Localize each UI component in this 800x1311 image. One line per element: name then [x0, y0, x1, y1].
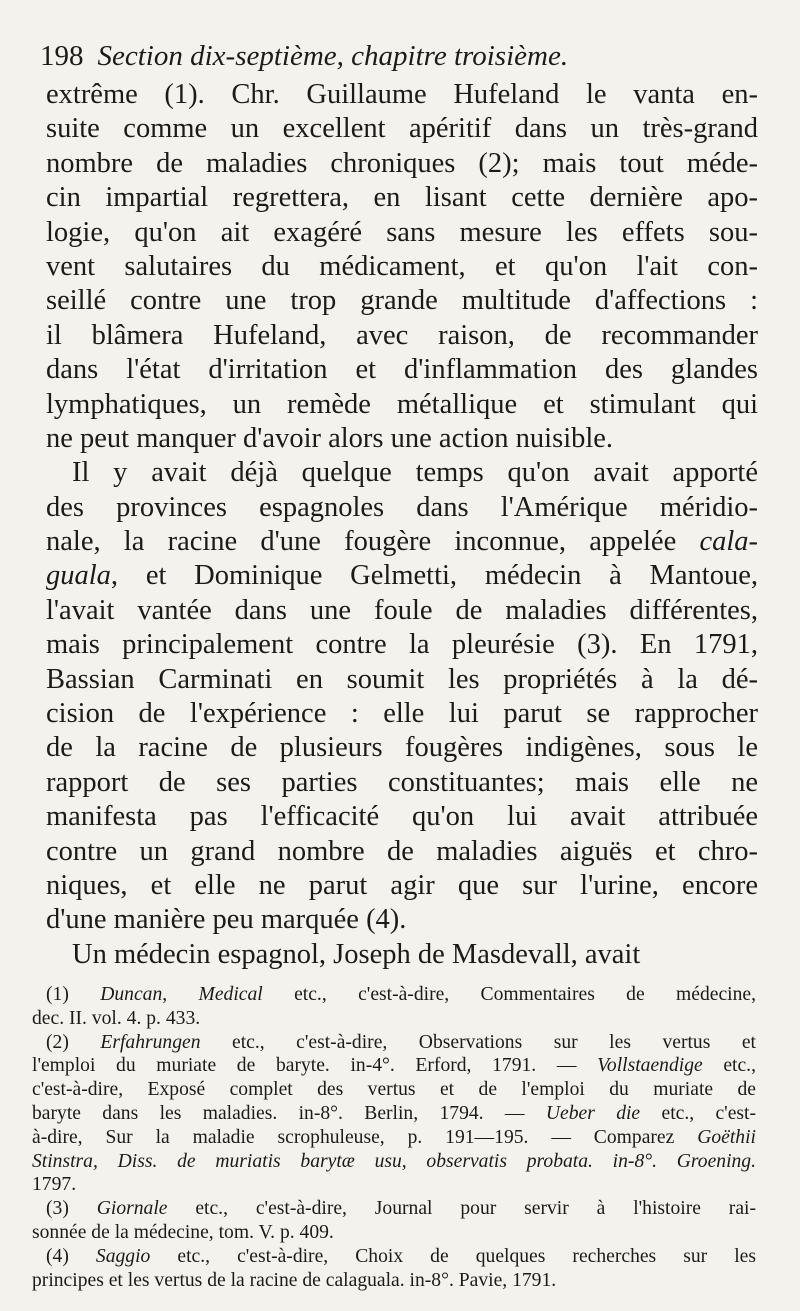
footnote-line: à-dire, Sur la maladie scrophuleuse, p. 191—195. — Comparez Goëthii [32, 1126, 756, 1148]
footnote-line: sonnée de la médecine, tom. V. p. 409. [32, 1221, 334, 1243]
text-line: nombre de maladies chroniques (2); mais tout méde- [46, 147, 758, 179]
text-line: des provinces espagnoles dans l'Amérique méridio- [46, 491, 758, 523]
footnote-line: baryte dans les maladies. in-8°. Berlin, 1794. — Ueber die etc., c'est- [32, 1102, 757, 1124]
italic-citation: Erfahrungen [100, 1031, 201, 1053]
text-line: nale, la racine d'une fougère inconnue, appelée cala- [46, 526, 758, 558]
text-line: Un médecin espagnol, Joseph de Masdevall, avait [72, 938, 641, 970]
text-line: rapport de ses parties constituantes; mais elle ne [46, 766, 758, 798]
text-line: manifesta pas l'efficacité qu'on lui avait attribuée [46, 801, 758, 833]
text-line: cin impartial regrettera, en lisant cette dernière apo- [46, 182, 758, 214]
text-line: contre un grand nombre de maladies aiguës et chro- [46, 835, 758, 867]
text-line: extrême (1). Chr. Guillaume Hufeland le vanta en- [46, 79, 758, 110]
text-line: seillé contre une trop grande multitude d'affections : [46, 285, 758, 317]
text-line: suite comme un excellent apéritif dans un très-grand [46, 113, 758, 145]
text-line: logie, qu'on ait exagéré sans mesure les effets sou- [46, 216, 758, 248]
italic-citation: Medical [198, 984, 263, 1005]
footnote-line: c'est-à-dire, Exposé complet des vertus et de l'emploi du muriate de [32, 1079, 756, 1101]
italic-term: guala [46, 560, 111, 592]
text-line: Bassian Carminati en soumit les propriétés à la dé- [46, 663, 758, 695]
text-line: Il y avait déjà quelque temps qu'on avait apporté [72, 457, 758, 489]
footnote-line: 1797. [32, 1174, 77, 1196]
text-line: dans l'état d'irritation et d'inflammation des glandes [46, 354, 758, 386]
footnote-line: (4) Saggio etc., c'est-à-dire, Choix de quelques recherches sur les [46, 1245, 756, 1267]
italic-citation: Vollstaendige [597, 1055, 703, 1077]
page-number: 198 [40, 40, 84, 72]
text-line: lymphatiques, un remède métallique et stimulant qui [46, 388, 758, 420]
text-line: ne peut manquer d'avoir alors une action nuisible. [46, 422, 614, 454]
italic-term: cala- [699, 526, 758, 558]
text-line: d'une manière peu marquée (4). [46, 904, 407, 936]
text-line: niques, et elle ne parut agir que sur l'urine, encore [46, 869, 758, 901]
text-line: cision de l'expérience : elle lui parut se rapprocher [46, 698, 758, 730]
text-line: il blâmera Hufeland, avec raison, de recommander [46, 319, 758, 351]
main-text [46, 78, 758, 972]
text-line: vent salutaires du médicament, et qu'on l'ait con- [46, 250, 758, 282]
footnote-line: (1) Duncan, Medical etc., c'est-à-dire, Commentaires de médecine, [46, 984, 756, 1005]
italic-citation: Giornale [96, 1198, 168, 1220]
text-line: guala, et Dominique Gelmetti, médecin à Mantoue, [46, 560, 758, 592]
italic-citation: Saggio [95, 1245, 151, 1267]
footnotes [32, 983, 756, 1292]
italic-citation: Goëthii [697, 1126, 756, 1148]
running-header [40, 36, 760, 76]
text-line: de la racine de plusieurs fougères indigènes, sous le [46, 732, 758, 764]
italic-citation: Ueber die [545, 1102, 641, 1124]
text-line: mais principalement contre la pleurésie (3). En 1791, [46, 629, 758, 661]
italic-citation: Duncan [100, 984, 163, 1005]
footnote-line [32, 1150, 756, 1174]
footnote-line: (3) Giornale etc., c'est-à-dire, Journal pour servir à l'histoire rai- [46, 1198, 756, 1220]
italic-citation: Stinstra, Diss. de muriatis barytæ usu, observatis probata. in-8°. Groening. [32, 1150, 756, 1172]
footnote-line: principes et les vertus de la racine de calaguala. in-8°. Pavie, 1791. [32, 1269, 557, 1291]
footnote-line: dec. II. vol. 4. p. 433. [32, 1007, 201, 1029]
text-line: l'avait vantée dans une foule de maladies différentes, [46, 594, 758, 626]
footnote-line: l'emploi du muriate de baryte. in-4°. Erford, 1791. — Vollstaendige etc., [32, 1055, 756, 1077]
running-title: Section dix-septième, chapitre troisième. [97, 40, 569, 72]
footnote-line: (2) Erfahrungen etc., c'est-à-dire, Observations sur les vertus et [46, 1031, 757, 1053]
